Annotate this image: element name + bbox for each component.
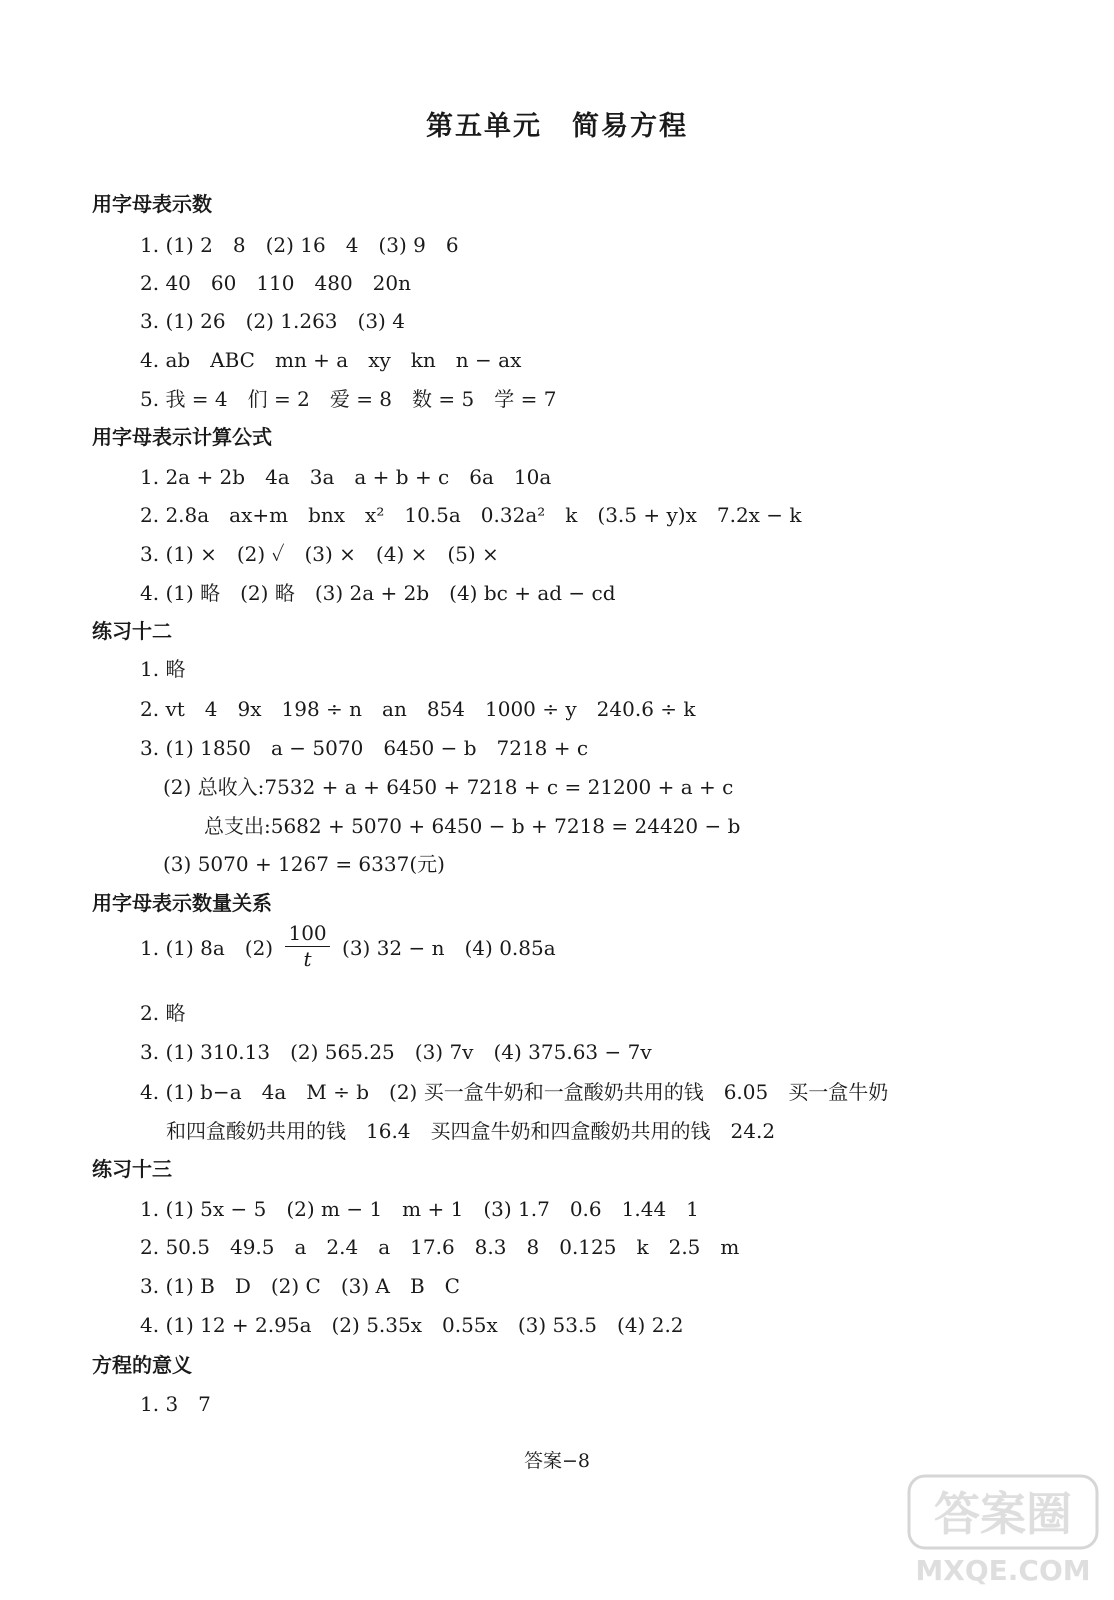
section-heading: 用字母表示数 — [92, 192, 212, 216]
section-heading: 方程的意义 — [92, 1353, 192, 1377]
answer-line: 和四盒酸奶共用的钱 16.4 买四盒牛奶和四盒酸奶共用的钱 24.2 — [166, 1119, 776, 1143]
fraction-numerator: 100 — [285, 920, 329, 947]
answer-line: 总支出:5682 + 5070 + 6450 − b + 7218 = 24420 − b — [204, 814, 741, 838]
section-heading: 用字母表示计算公式 — [92, 425, 272, 449]
answer-line: 1. (1) 2 8 (2) 16 4 (3) 9 6 — [140, 233, 459, 257]
answer-line: 3. (1) × (2) ✓ (3) × (4) × (5) × — [140, 542, 499, 566]
fraction — [285, 920, 329, 971]
answer-line: 3. (1) 310.13 (2) 565.25 (3) 7v (4) 375.63 − 7v — [140, 1040, 652, 1064]
watermark-logo — [905, 1472, 1101, 1590]
answer-line: (2) 总收入:7532 + a + 6450 + 7218 + c = 21200 + a + c — [163, 775, 734, 799]
section-heading: 用字母表示数量关系 — [92, 891, 272, 915]
answer-line: 5. 我 = 4 们 = 2 爱 = 8 数 = 5 学 = 7 — [140, 387, 557, 411]
answer-line: 3. (1) 26 (2) 1.263 (3) 4 — [140, 309, 405, 333]
answer-line: (3) 5070 + 1267 = 6337(元) — [163, 852, 445, 876]
watermark-text-top: 答案圈 — [934, 1487, 1072, 1541]
answer-line: 4. (1) 12 + 2.95a (2) 5.35x 0.55x (3) 53.5 (4) 2.2 — [140, 1313, 684, 1337]
page-number: 答案−8 — [523, 1450, 590, 1472]
answer-line: 1. (1) 5x − 5 (2) m − 1 m + 1 (3) 1.7 0.6 1.44 1 — [140, 1197, 699, 1221]
unit-topic: 简易方程 — [572, 111, 688, 142]
answer-line: 3. (1) B D (2) C (3) A B C — [140, 1274, 460, 1298]
answer-line: 2. 2.8a ax+m bnx x² 10.5a 0.32a² k (3.5 + y)x 7.2x − k — [140, 503, 802, 527]
answer-segment: 1. (1) 8a (2) — [140, 936, 274, 960]
watermark-text-bottom: MXQE.COM — [915, 1554, 1091, 1587]
answer-line: 4. (1) 略 (2) 略 (3) 2a + 2b (4) bc + ad − cd — [140, 581, 616, 605]
answer-line: 1. 3 7 — [140, 1392, 211, 1416]
answer-line: 4. (1) b−a 4a M ÷ b (2) 买一盒牛奶和一盒酸奶共用的钱 6.05 买一盒牛奶 — [140, 1080, 889, 1104]
section-heading: 练习十二 — [92, 619, 172, 643]
answer-line: 3. (1) 1850 a − 5070 6450 − b 7218 + c — [140, 736, 589, 760]
answer-line: 2. 略 — [140, 1001, 186, 1025]
answer-line: 1. 略 — [140, 657, 186, 681]
page-title — [0, 104, 1114, 143]
answer-line: 2. 40 60 110 480 20n — [140, 271, 412, 295]
answer-segment: (3) 32 − n (4) 0.85a — [342, 936, 556, 960]
section-heading: 练习十三 — [92, 1157, 172, 1181]
fraction-denominator: t — [303, 947, 312, 971]
answer-line: 2. vt 4 9x 198 ÷ n an 854 1000 ÷ y 240.6 ÷ k — [140, 697, 696, 721]
answer-line: 2. 50.5 49.5 a 2.4 a 17.6 8.3 8 0.125 k 2.5 m — [140, 1235, 740, 1259]
answer-line: 1. 2a + 2b 4a 3a a + b + c 6a 10a — [140, 465, 552, 489]
answer-line: 4. ab ABC mn + a xy kn n − ax — [140, 348, 522, 372]
unit-label: 第五单元 — [426, 111, 542, 142]
answer-line-fraction — [140, 921, 556, 975]
